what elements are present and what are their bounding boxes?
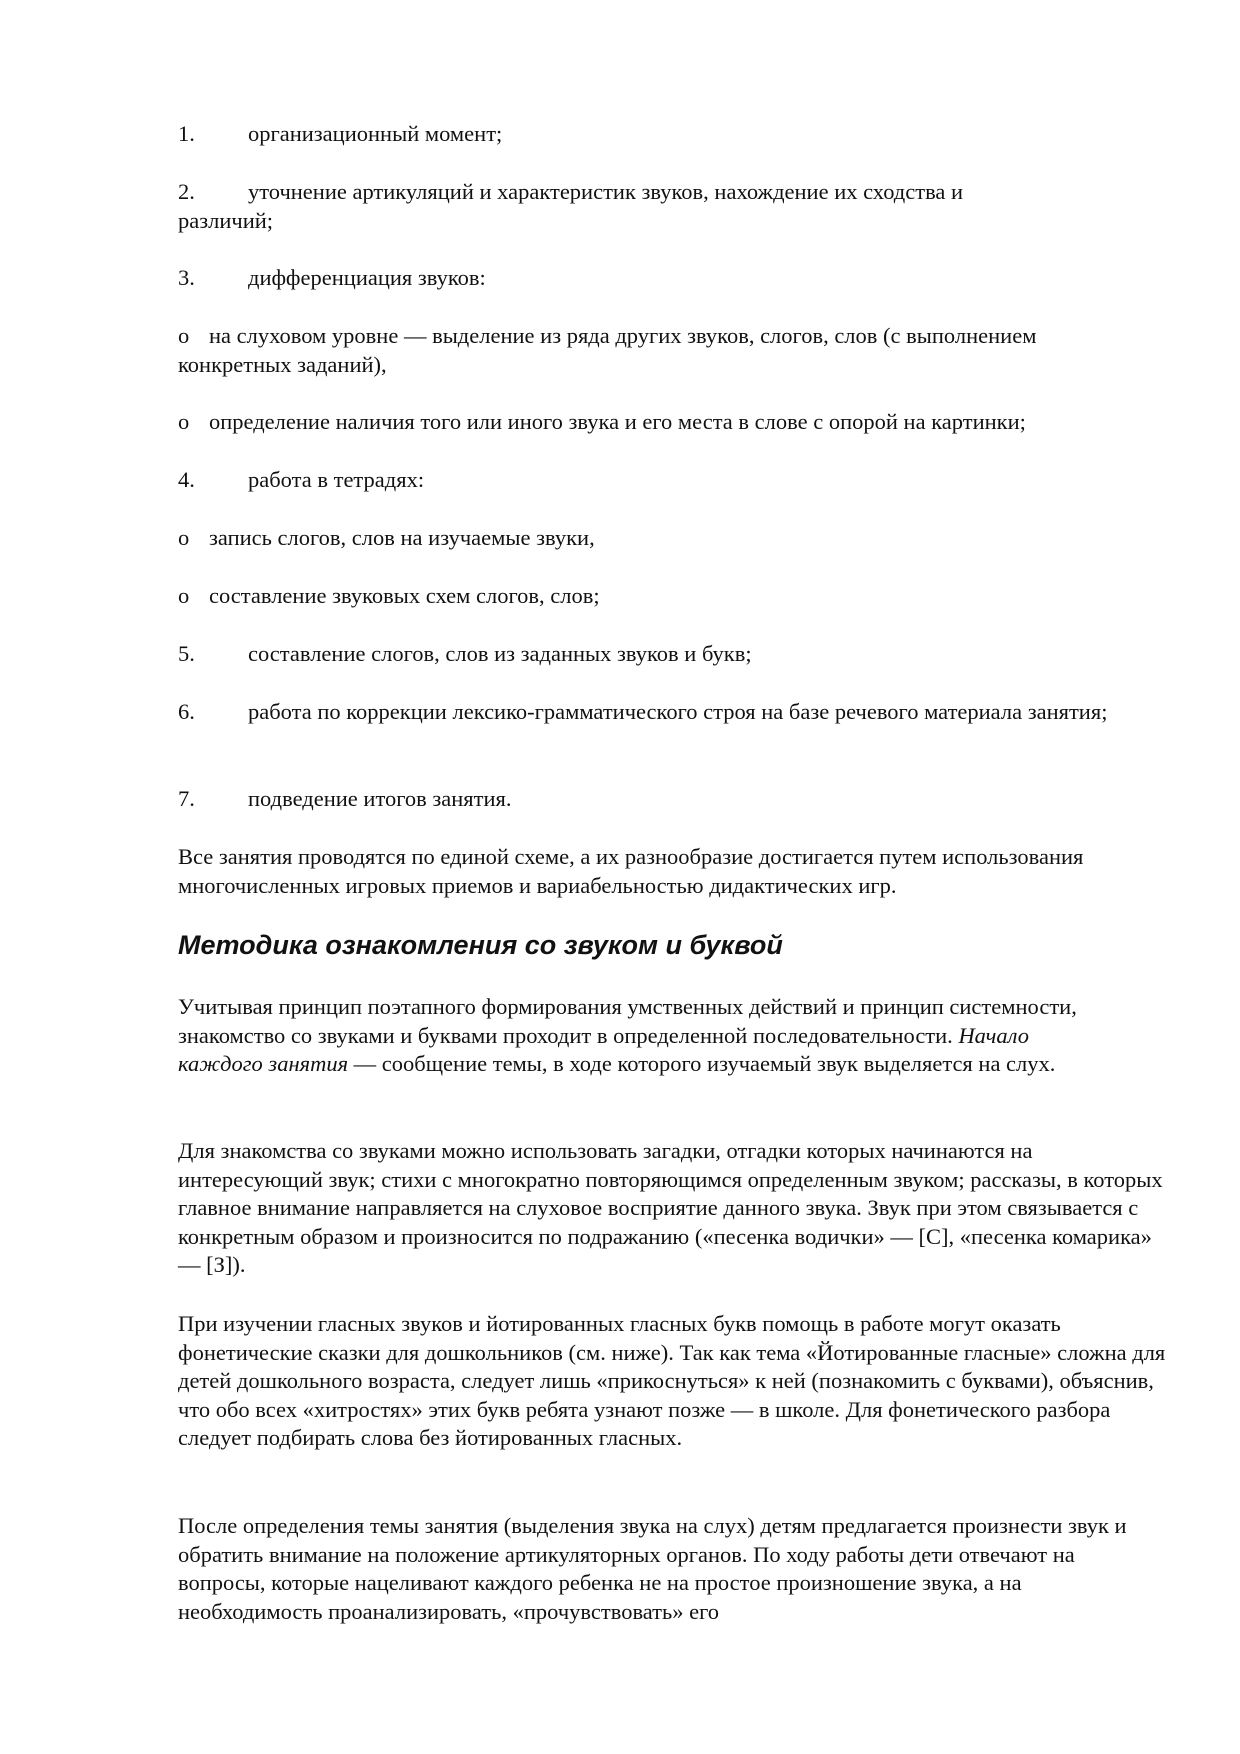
bullet-marker: o [178, 583, 190, 608]
sub-item-3a [178, 322, 1138, 379]
list-text: уточнение артикуляций и характеристик звуков, нахождение их сходства и различий; [178, 179, 964, 233]
list-marker: 4. [178, 467, 195, 492]
section-heading: Методика ознакомления со звуком и буквой [178, 930, 783, 960]
list-item-7 [178, 785, 1168, 814]
list-item-3 [178, 264, 1168, 293]
list-text: составление слогов, слов из заданных звуков и букв; [248, 641, 752, 666]
paragraph-articulation: После определения темы занятия (выделения звука на слух) детям предлагается произнести звук и обратить внимание на положение артикуляторных органов. По ходу работы дети отвечают на вопросы, которые нацеливают каждого ребенка не на простое произношение звука, а на необходимость проанализировать, «прочувствовать» его [178, 1513, 1127, 1624]
list-item-5 [178, 640, 1168, 669]
list-text: подведение итогов занятия. [248, 786, 512, 811]
list-marker: 5. [178, 641, 195, 666]
paragraph-sound-acquaintance: Для знакомства со звуками можно использовать загадки, отгадки которых начинаются на интересующий звук; стихи с многократно повторяющимся определенным звуком; рассказы, в которых главное внимание направляется на слуховое восприятие данного звука. Звук при этом связывается с конкретным образом и произносится по подражанию («песенка водички» — [С], «песенка комарика» — [З]). [178, 1138, 1163, 1277]
list-text: запись слогов, слов на изучаемые звуки, [209, 525, 595, 550]
list-item-1 [178, 120, 1168, 149]
paragraph-lead: Учитывая принцип поэтапного формирования умственных действий и принцип системности, знакомство со звуками и буквами проходит в определенной последовательности. [178, 994, 1077, 1048]
list-item-2 [178, 178, 1058, 235]
list-text: работа в тетрадях: [248, 467, 425, 492]
sub-item-4a [178, 524, 1168, 553]
paragraph-intro [178, 993, 1078, 1079]
list-marker: 1. [178, 121, 195, 146]
bullet-marker: o [178, 525, 190, 550]
list-item-4 [178, 466, 1168, 495]
paragraph-emphasis: Начало каждого занятия [178, 1022, 1029, 1076]
list-marker: 3. [178, 265, 195, 290]
list-marker: 7. [178, 786, 195, 811]
sub-item-4b [178, 582, 1168, 611]
list-marker: 6. [178, 699, 195, 724]
list-text: дифференциация звуков: [248, 265, 486, 290]
list-text: организационный момент; [248, 121, 503, 146]
summary-paragraph: Все занятия проводятся по единой схеме, а их разнообразие достигается путем использования многочисленных игровых приемов и вариабельностью дидактических игр. [178, 844, 1084, 898]
list-item-6 [178, 698, 1138, 727]
paragraph-tail: — сообщение темы, в ходе которого изучаемый звук выделяется на слух. [348, 1051, 1056, 1076]
list-text: на слуховом уровне — выделение из ряда других звуков, слогов, слов (с выполнением конкретных заданий), [178, 323, 1037, 377]
sub-item-3b [178, 408, 1168, 437]
list-text: определение наличия того или иного звука и его места в слове с опорой на картинки; [209, 409, 1026, 434]
list-text: работа по коррекции лексико-грамматического строя на базе речевого материала занятия; [248, 699, 1108, 724]
bullet-marker: o [178, 323, 190, 348]
paragraph-vowels: При изучении гласных звуков и йотированных гласных букв помощь в работе могут оказать фонетические сказки для дошкольников (см. ниже). Так как тема «Йотированные гласные» сложна для детей дошкольного возраста, следует лишь «прикоснуться» к ней (познакомить с буквами), объяснив, что обо всех «хитростях» этих букв ребята узнают позже — в школе. Для фонетического разбора следует подбирать слова без йотированных гласных. [178, 1311, 1166, 1450]
list-text: составление звуковых схем слогов, слов; [209, 583, 600, 608]
bullet-marker: o [178, 409, 190, 434]
list-marker: 2. [178, 179, 195, 204]
